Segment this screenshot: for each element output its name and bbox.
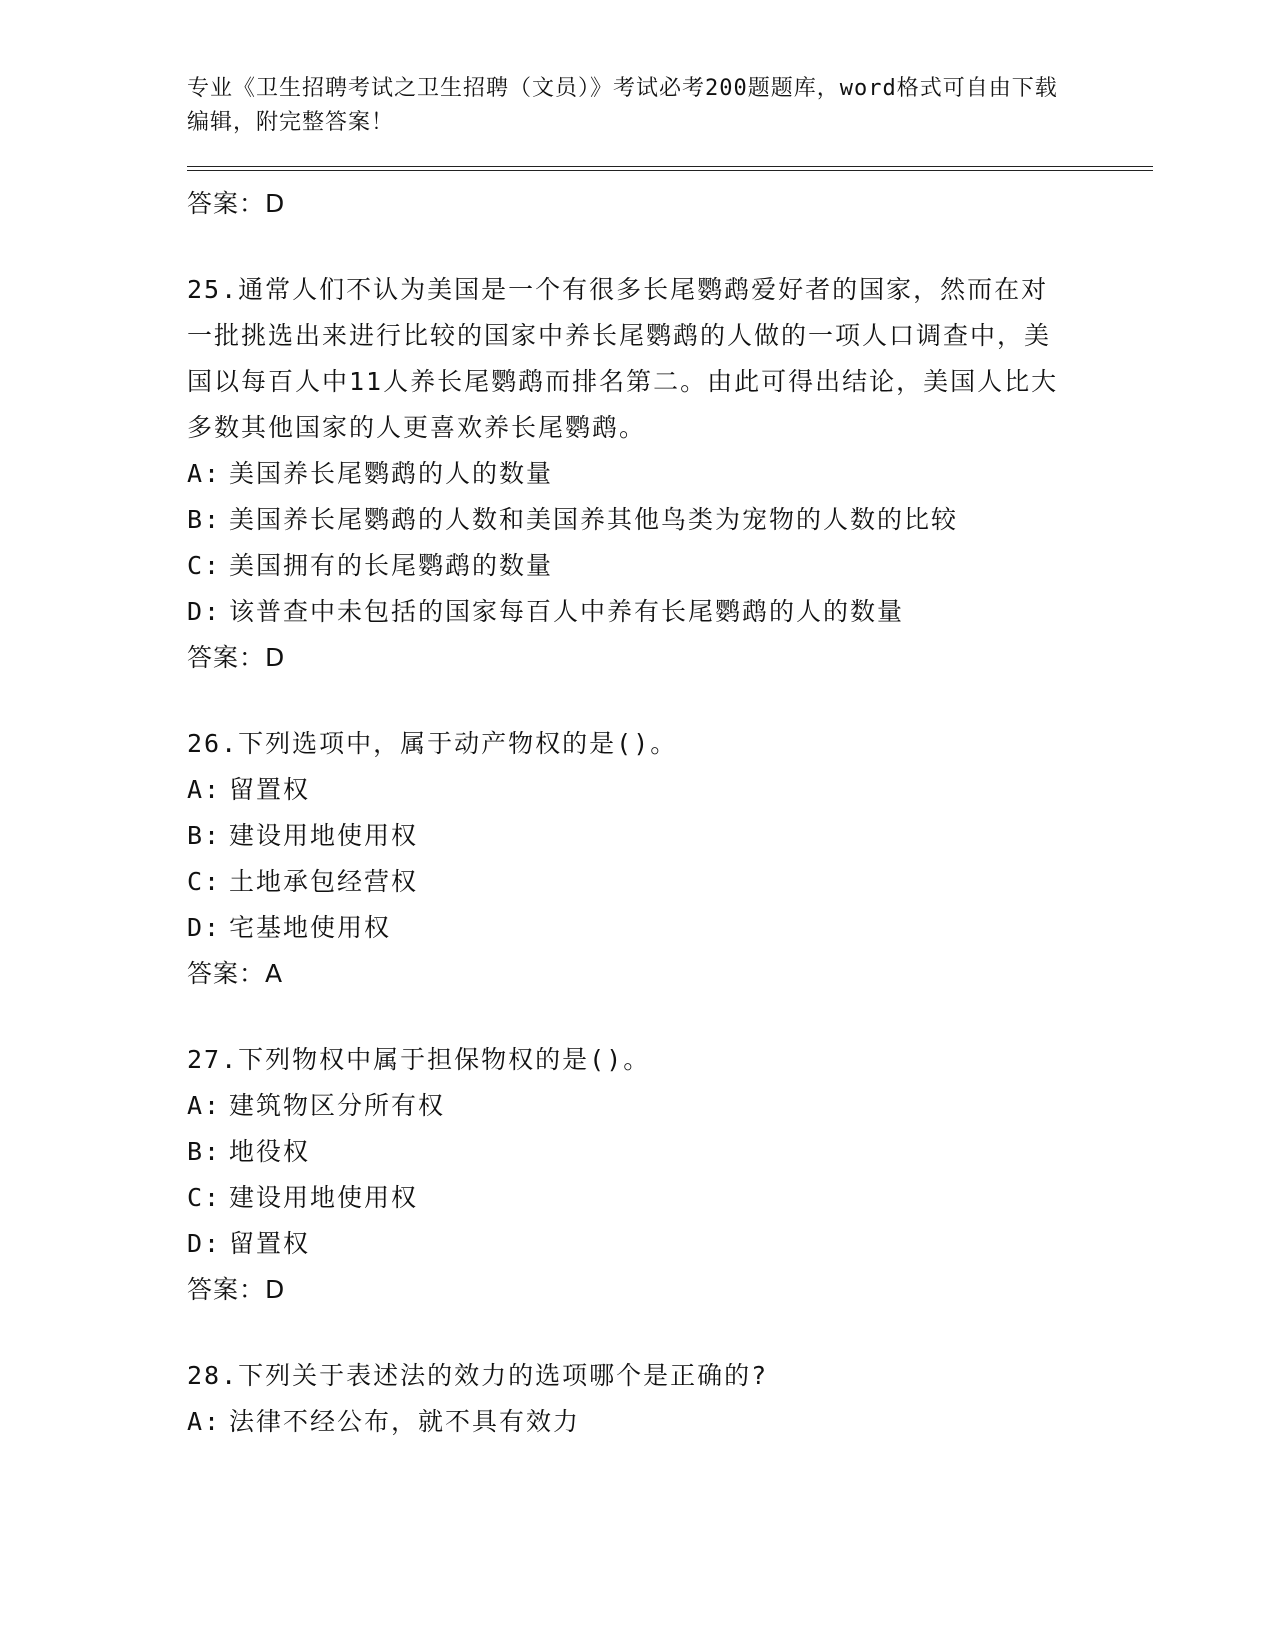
option-a <box>187 767 1153 813</box>
question-stem: 28.下列关于表述法的效力的选项哪个是正确的? <box>187 1361 769 1390</box>
option-letter: C: <box>187 1183 222 1212</box>
option-letter: D: <box>187 913 222 942</box>
option-a <box>187 1399 1153 1445</box>
option-d <box>187 589 1153 635</box>
option-text: 建设用地使用权 <box>229 821 419 850</box>
question-stem: 27.下列物权中属于担保物权的是()。 <box>187 1045 651 1074</box>
option-text: 美国养长尾鹦鹉的人数和美国养其他鸟类为宠物的人数的比较 <box>229 505 959 534</box>
option-c <box>187 1175 1153 1221</box>
option-text: 建设用地使用权 <box>229 1183 419 1212</box>
option-letter: B: <box>187 1137 222 1166</box>
document-page <box>187 72 1153 1445</box>
question-answer: 答案：D <box>187 1275 286 1304</box>
option-letter: C: <box>187 867 222 896</box>
option-b <box>187 1129 1153 1175</box>
option-text: 美国养长尾鹦鹉的人的数量 <box>229 459 554 488</box>
header-divider <box>187 166 1153 171</box>
option-letter: B: <box>187 821 222 850</box>
question-stem: 26.下列选项中，属于动产物权的是()。 <box>187 729 678 758</box>
question-28 <box>187 1353 1153 1445</box>
option-text: 宅基地使用权 <box>229 913 392 942</box>
option-c <box>187 859 1153 905</box>
question-26 <box>187 721 1153 997</box>
option-c <box>187 543 1153 589</box>
option-d <box>187 1221 1153 1267</box>
option-letter: A: <box>187 1407 222 1436</box>
option-text: 土地承包经营权 <box>229 867 419 896</box>
option-letter: A: <box>187 1091 222 1120</box>
question-27 <box>187 1037 1153 1313</box>
question-stem: 25.通常人们不认为美国是一个有很多长尾鹦鹉爱好者的国家，然而在对一批挑选出来进行比较的国家中养长尾鹦鹉的人做的一项人口调查中，美国以每百人中11人养长尾鹦鹉而排名第二。由此可得出结论，美国人比大多数其他国家的人更喜欢养长尾鹦鹉。 <box>187 275 1059 442</box>
document-header: 专业《卫生招聘考试之卫生招聘（文员）》考试必考200题题库，word格式可自由下载编辑，附完整答案！ <box>187 76 1058 135</box>
option-b <box>187 813 1153 859</box>
option-text: 建筑物区分所有权 <box>229 1091 446 1120</box>
option-a <box>187 451 1153 497</box>
question-answer: 答案：A <box>187 959 284 988</box>
option-b <box>187 497 1153 543</box>
option-letter: D: <box>187 597 222 626</box>
option-letter: A: <box>187 775 222 804</box>
previous-answer: 答案：D <box>187 189 286 218</box>
option-a <box>187 1083 1153 1129</box>
option-text: 留置权 <box>229 1229 311 1258</box>
option-text: 该普查中未包括的国家每百人中养有长尾鹦鹉的人的数量 <box>229 597 905 626</box>
option-letter: B: <box>187 505 222 534</box>
option-text: 地役权 <box>229 1137 311 1166</box>
question-answer: 答案：D <box>187 643 286 672</box>
option-text: 法律不经公布，就不具有效力 <box>229 1407 581 1436</box>
option-letter: A: <box>187 459 222 488</box>
question-25 <box>187 267 1153 681</box>
option-d <box>187 905 1153 951</box>
option-letter: D: <box>187 1229 222 1258</box>
option-letter: C: <box>187 551 222 580</box>
option-text: 留置权 <box>229 775 311 804</box>
option-text: 美国拥有的长尾鹦鹉的数量 <box>229 551 554 580</box>
